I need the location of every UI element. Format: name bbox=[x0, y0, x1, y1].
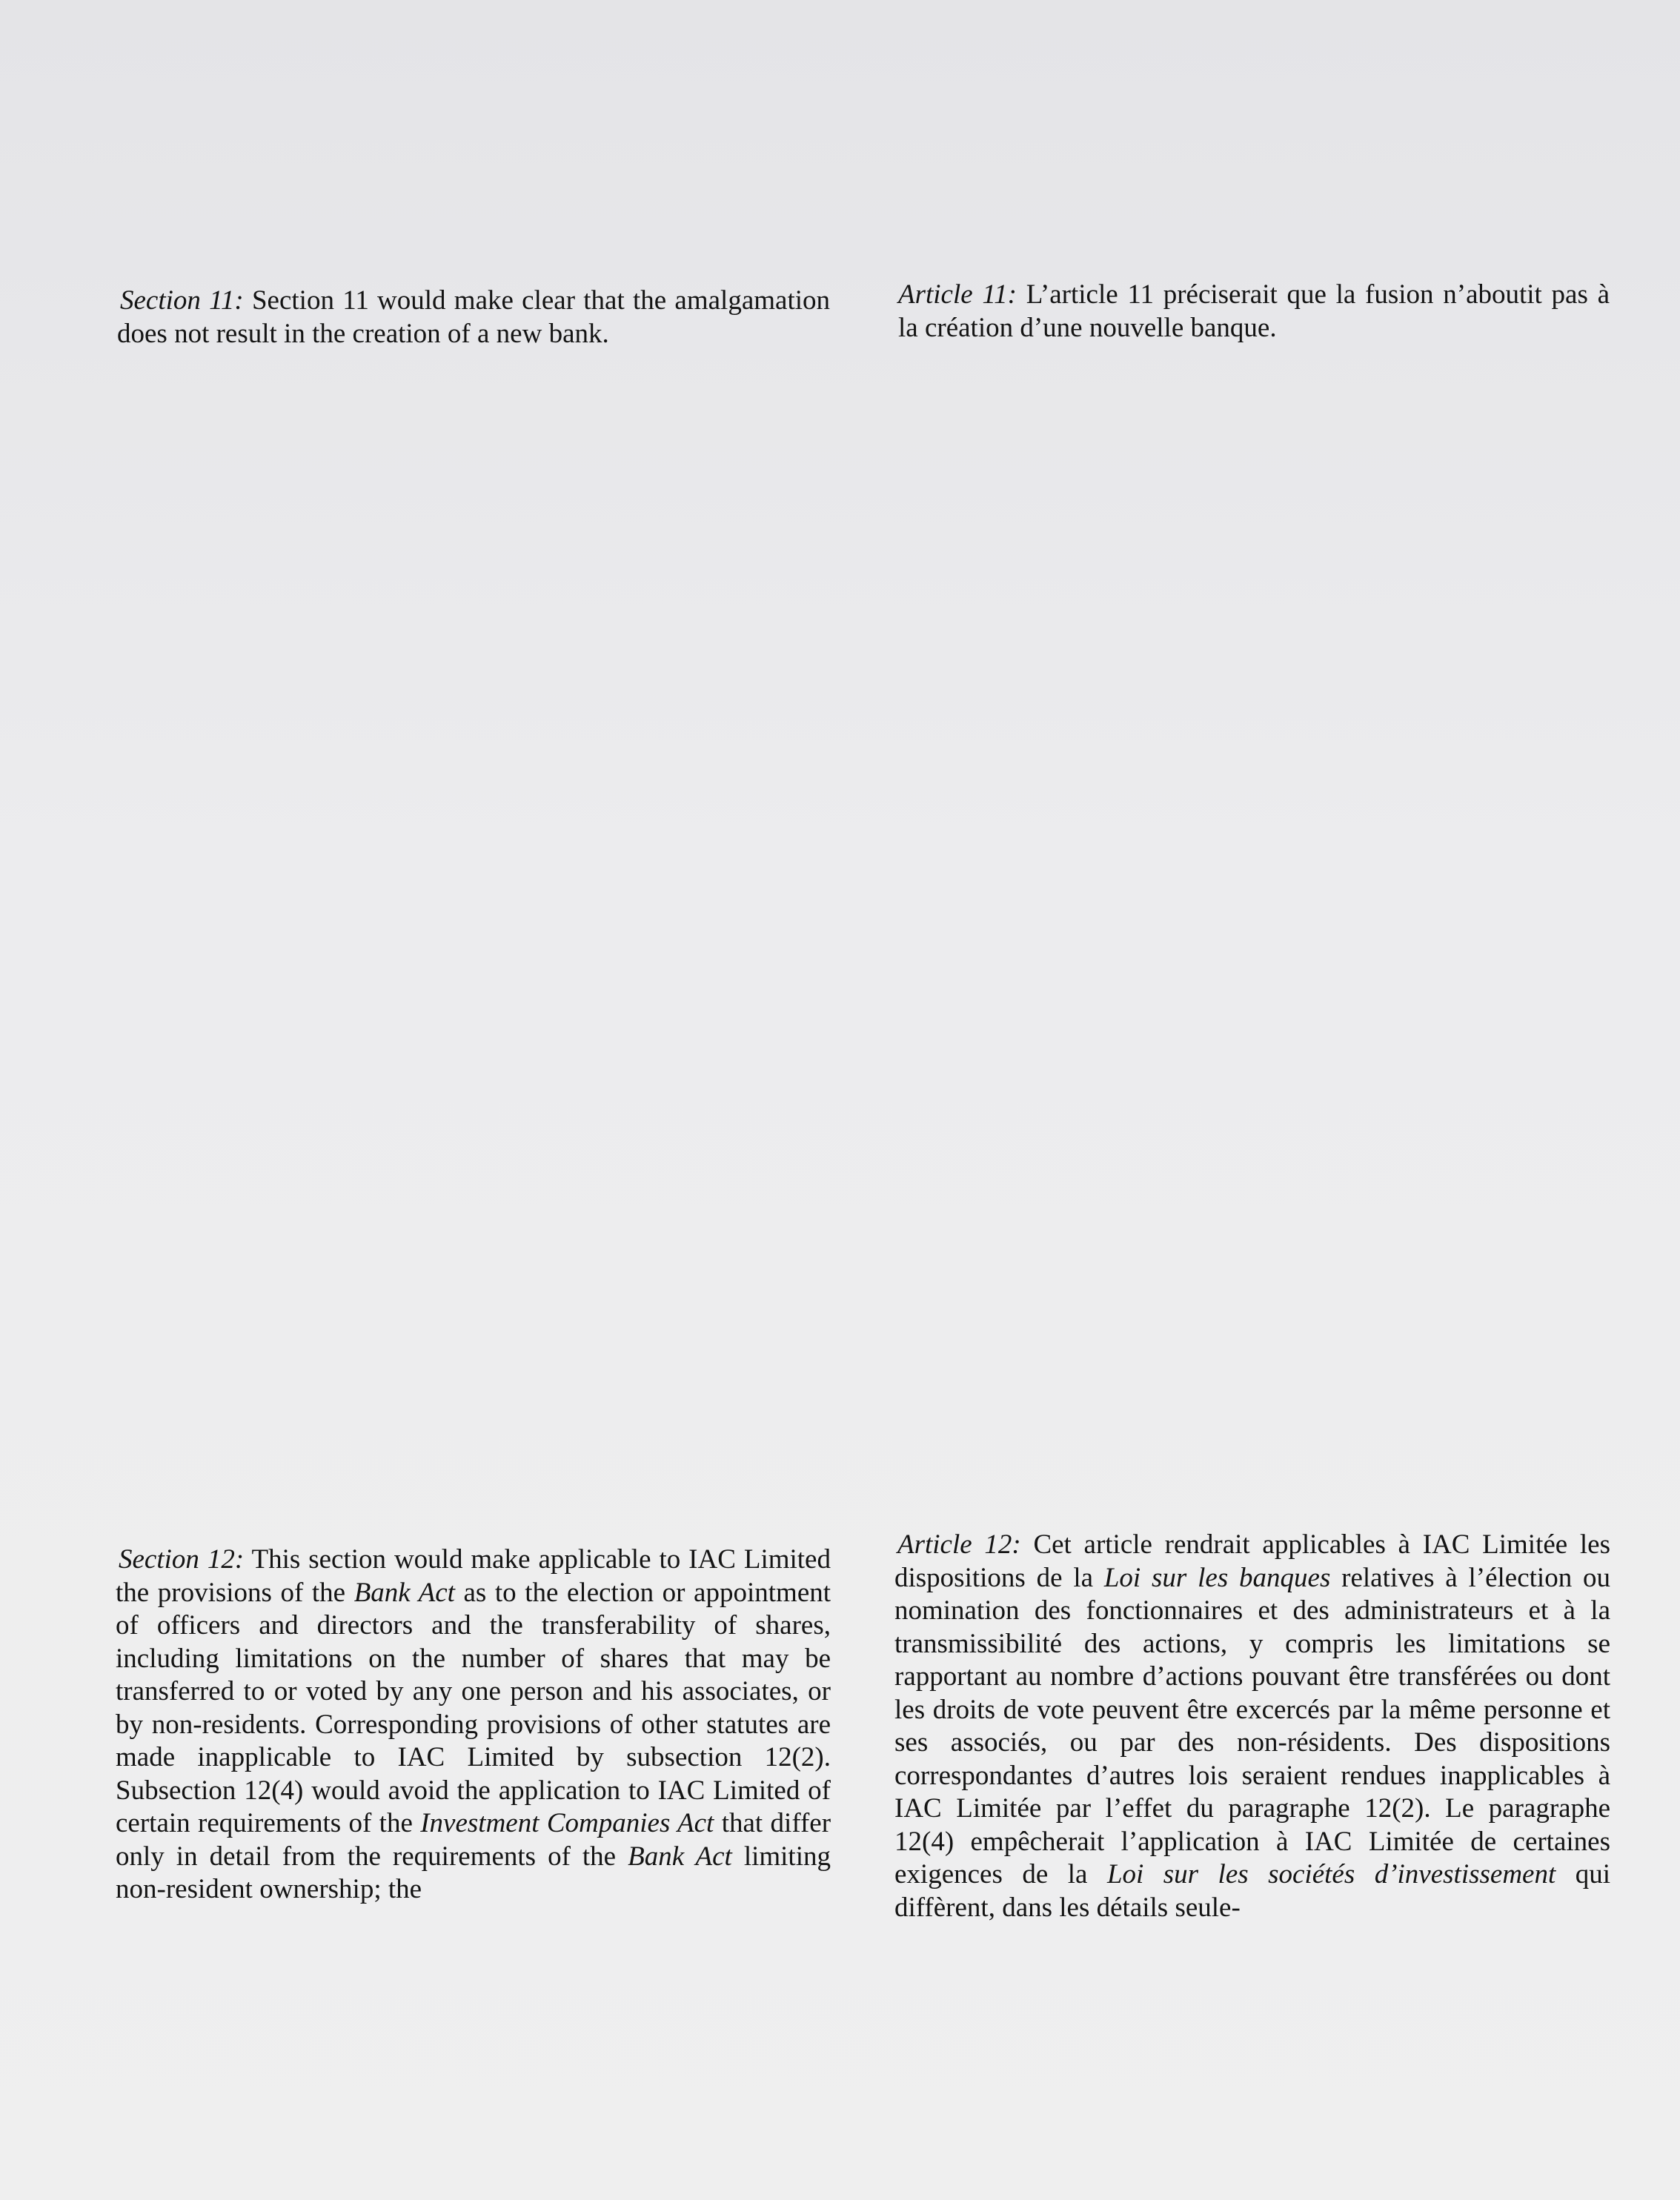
explanatory-note-article-11-fr bbox=[898, 279, 1610, 345]
article-12-text-part3: qui diffèrent, dans les détails seule- bbox=[894, 1859, 1611, 1923]
explanatory-note-section-11-en bbox=[117, 285, 830, 350]
section-12-text-part4: limiting non-resident ownership; the bbox=[116, 1841, 831, 1904]
article-12-text-part1: Cet article rendrait applicables à IAC Limitée les dispositions de la bbox=[894, 1529, 1610, 1593]
article-12-text-part2: relatives à l’élection ou nomination des fonctionnaires et des administrateurs et à la transmissibilité des actions, y compris les limitations se rapportant au nombre d’actions pouvant être transférées ou dont les droits de vote peuvent être excercés par la même personne et ses associés, ou par des non-résidents. Des dispositions correspondantes d’autres lois seraient rendues inapplicables à IAC Limitée par l’effet du paragraphe 12(2). Le paragraphe 12(4) empêcherait l’application à IAC Limitée de certaines exigences de la bbox=[894, 1562, 1611, 1890]
section-12-text-part2: as to the election or appointment of officers and directors and the transferability of shares, including limitations on the number of shares that may be transferred to or voted by any one person and his associates, or by non-residents. Corresponding provisions of other statutes are made inapplicable to IAC Limited by subsection 12(2). Subsection 12(4) would avoid the application to IAC Limited of certain requirements of the bbox=[116, 1577, 831, 1838]
loi-banques-title: Loi sur les banques bbox=[1103, 1562, 1331, 1593]
section-12-text-part3: that differ only in detail from the requirements of the bbox=[116, 1808, 831, 1872]
section-11-text: Section 11 would make clear that the amalgamation does not result in the creation of a new bank. bbox=[117, 285, 831, 349]
investment-companies-act-title: Investment Companies Act bbox=[420, 1808, 714, 1838]
section-12-text-part1: This section would make applicable to IAC Limited the provisions of the bbox=[116, 1544, 831, 1608]
article-11-heading: Article 11: bbox=[898, 279, 1017, 310]
article-11-text: L’article 11 préciserait que la fusion n’aboutit pas à la création d’une nouvelle banque. bbox=[898, 279, 1610, 343]
explanatory-note-section-12-en bbox=[116, 1543, 831, 1907]
section-12-heading: Section 12: bbox=[119, 1544, 245, 1575]
section-11-heading: Section 11: bbox=[120, 285, 244, 316]
bank-act-title-2: Bank Act bbox=[628, 1841, 732, 1872]
article-12-heading: Article 12: bbox=[897, 1529, 1021, 1560]
bank-act-title: Bank Act bbox=[353, 1577, 455, 1608]
explanatory-note-article-12-fr bbox=[894, 1529, 1610, 1924]
loi-societes-title: Loi sur les sociétés d’investissement bbox=[1106, 1859, 1556, 1890]
